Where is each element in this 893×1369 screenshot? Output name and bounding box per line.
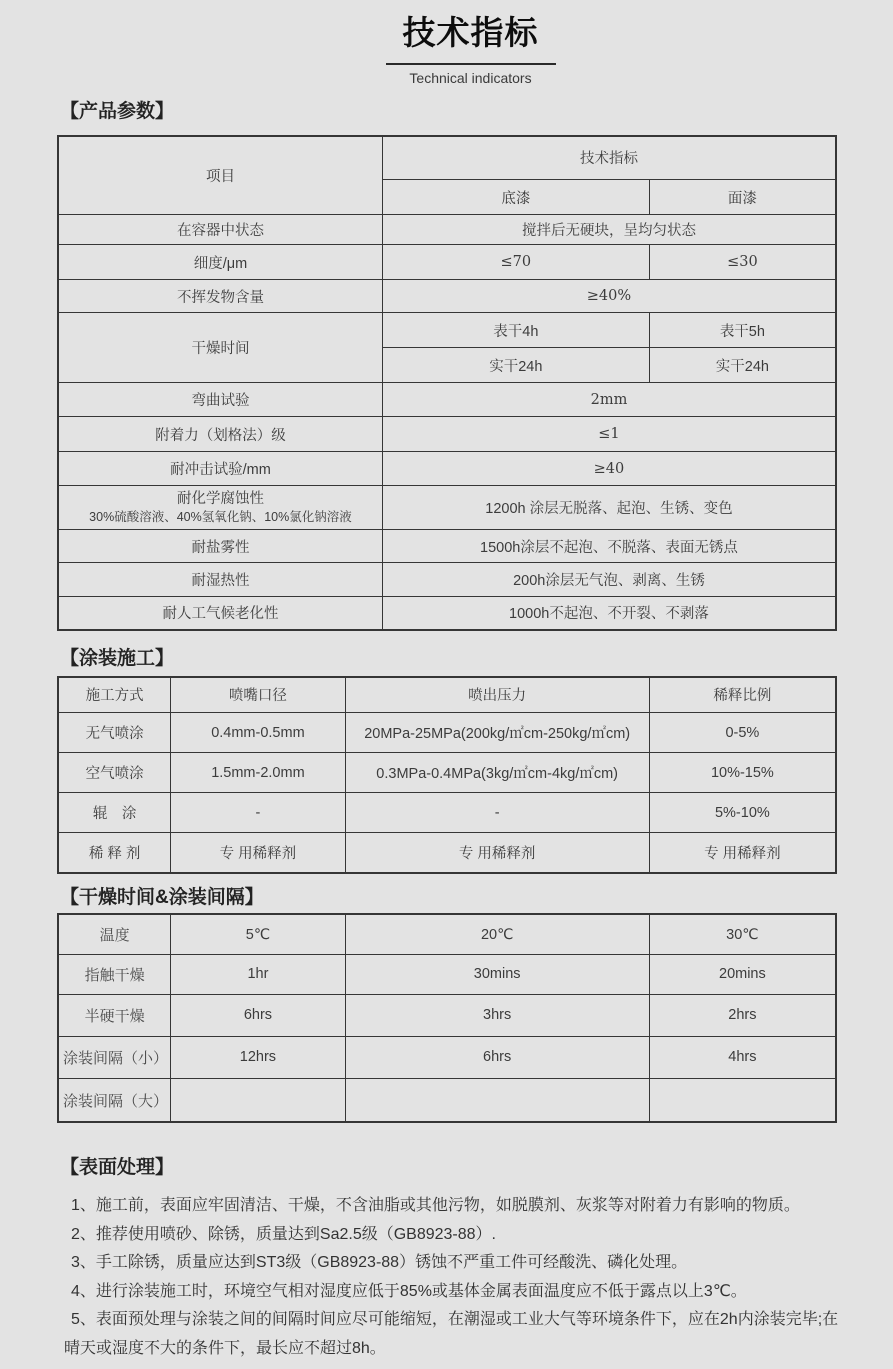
table-row [58,793,836,833]
header-dilution: 稀释比例 [649,677,836,713]
label-recoat-interval-min: 涂装间隔（小） [58,1036,171,1078]
cell-pressure: 0.3MPa-0.4MPa(3kg/㎡cm-4kg/㎡cm) [345,753,649,793]
table-row [58,452,836,486]
cell-dilution: 5%-10% [649,793,836,833]
table-row [58,563,836,597]
note-item-5: 5、表面预处理与涂装之间的间隔时间应尽可能缩短，在潮湿或工业大气等环境条件下，应在2h内涂装完毕;在晴天或湿度不大的条件下，最长应不超过8h。 [64,1311,839,1357]
cell-method: 辊 涂 [58,793,171,833]
cell-dilution: 专 用稀释剂 [649,833,836,873]
label-bending-test: 弯曲试验 [58,383,382,417]
label-nonvolatile: 不挥发物含量 [58,280,382,313]
value-hard-dry-topcoat: 实干24h [649,348,836,383]
section-heading-coating-application: 【涂装施工】 [60,647,175,669]
label-touch-dry: 指触干燥 [58,954,171,994]
label-damp-heat: 耐湿热性 [58,563,382,597]
table-row [58,914,836,954]
cell-method: 稀 释 剂 [58,833,171,873]
value-touch-dry-2: 30mins [345,954,649,994]
table-row [58,136,836,180]
value-salt-spray: 1500h涂层不起泡、不脱落、表面无锈点 [382,530,836,563]
section-heading-product-params: 【产品参数】 [60,100,175,122]
chemical-resistance-title: 耐化学腐蚀性 [176,490,264,507]
value-temp-3: 30℃ [649,914,836,954]
header-tech-indicators: 技术指标 [382,136,836,180]
cell-dilution: 10%-15% [649,753,836,793]
cell-method: 空气喷涂 [58,753,171,793]
header-topcoat: 面漆 [649,180,836,215]
header-item: 项目 [58,136,382,215]
cell-nozzle: 专 用稀释剂 [171,833,345,873]
value-fineness-topcoat: ≤30 [649,245,836,280]
note-item-1: 1、施工前，表面应牢固清洁、干燥，不含油脂或其他污物，如脱膜剂、灰浆等对附着力有影响的物质。 [71,1197,800,1215]
table-row [58,245,836,280]
table-row [58,597,836,630]
header-method: 施工方式 [58,677,171,713]
value-recoat-min-2: 6hrs [345,1036,649,1078]
value-impact-test: ≥40 [382,452,836,486]
label-impact-test: 耐冲击试验/mm [58,452,382,486]
value-recoat-max-3 [649,1078,836,1122]
table-row [58,753,836,793]
value-semi-hard-3: 2hrs [649,994,836,1036]
surface-treatment-notes [64,1192,848,1363]
value-damp-heat: 200h涂层无气泡、剥离、生锈 [382,563,836,597]
table-row [58,486,836,530]
label-drying-time: 干燥时间 [58,313,382,383]
table-row [58,215,836,245]
table-row [58,417,836,452]
value-weathering: 1000h不起泡、不开裂、不剥落 [382,597,836,630]
value-fineness-primer: ≤70 [382,245,649,280]
value-recoat-min-1: 12hrs [171,1036,345,1078]
title-block [0,0,893,86]
drying-interval-table [57,913,837,1123]
value-recoat-max-1 [171,1078,345,1122]
label-chemical-resistance [58,486,382,530]
value-hard-dry-primer: 实干24h [382,348,649,383]
chemical-resistance-solutions: 30%硫酸溶液、40%氢氧化钠、10%氯化钠溶液 [89,510,352,525]
section-heading-surface-treatment: 【表面处理】 [60,1157,175,1179]
header-nozzle: 喷嘴口径 [171,677,345,713]
table-row [58,313,836,348]
label-weathering: 耐人工气候老化性 [58,597,382,630]
note-item-3: 3、手工除锈，质量应达到ST3级（GB8923-88）锈蚀不严重工件可经酸洗、磷化处理。 [71,1254,688,1272]
value-semi-hard-2: 3hrs [345,994,649,1036]
cell-pressure: 专 用稀释剂 [345,833,649,873]
table-row [58,383,836,417]
cell-method: 无气喷涂 [58,713,171,753]
table-row [58,713,836,753]
label-semi-hard-dry: 半硬干燥 [58,994,171,1036]
value-bending-test: 2mm [382,383,836,417]
label-temperature: 温度 [58,914,171,954]
value-touch-dry-3: 20mins [649,954,836,994]
table-row [58,1036,836,1078]
table-row [58,677,836,713]
value-surface-dry-primer: 表干4h [382,313,649,348]
header-primer: 底漆 [382,180,649,215]
note-item-4: 4、进行涂装施工时，环境空气相对湿度应低于85%或基体金属表面温度应不低于露点以上3℃。 [71,1282,747,1300]
table-row [58,954,836,994]
cell-pressure: - [345,793,649,833]
table-row [58,1078,836,1122]
table-row [58,280,836,313]
label-recoat-interval-max: 涂装间隔（大） [58,1078,171,1122]
table-row [58,530,836,563]
label-container-state: 在容器中状态 [58,215,382,245]
value-adhesion: ≤1 [382,417,836,452]
label-fineness: 细度/μm [58,245,382,280]
cell-nozzle: 1.5mm-2.0mm [171,753,345,793]
section-heading-drying-interval: 【干燥时间&涂装间隔】 [60,886,264,908]
value-chemical-resistance: 1200h 涂层无脱落、起泡、生锈、变色 [382,486,836,530]
value-temp-2: 20℃ [345,914,649,954]
cell-nozzle: - [171,793,345,833]
value-semi-hard-1: 6hrs [171,994,345,1036]
label-adhesion: 附着力（划格法）级 [58,417,382,452]
value-touch-dry-1: 1hr [171,954,345,994]
coating-application-table [57,676,837,874]
value-recoat-min-3: 4hrs [649,1036,836,1078]
cell-dilution: 0-5% [649,713,836,753]
value-temp-1: 5℃ [171,914,345,954]
table-row [58,994,836,1036]
value-recoat-max-2 [345,1078,649,1122]
title-divider [386,63,556,65]
note-item-2: 2、推荐使用喷砂、除锈，质量达到Sa2.5级（GB8923-88）. [71,1225,496,1243]
page-subtitle: Technical indicators [409,69,532,86]
value-surface-dry-topcoat: 表干5h [649,313,836,348]
value-nonvolatile: ≥40% [382,280,836,313]
header-pressure: 喷出压力 [345,677,649,713]
label-salt-spray: 耐盐雾性 [58,530,382,563]
page-title: 技术指标 [402,14,539,51]
product-params-table [57,135,837,631]
cell-nozzle: 0.4mm-0.5mm [171,713,345,753]
cell-pressure: 20MPa-25MPa(200kg/㎡cm-250kg/㎡cm) [345,713,649,753]
table-row [58,833,836,873]
value-container-state: 搅拌后无硬块，呈均匀状态 [382,215,836,245]
